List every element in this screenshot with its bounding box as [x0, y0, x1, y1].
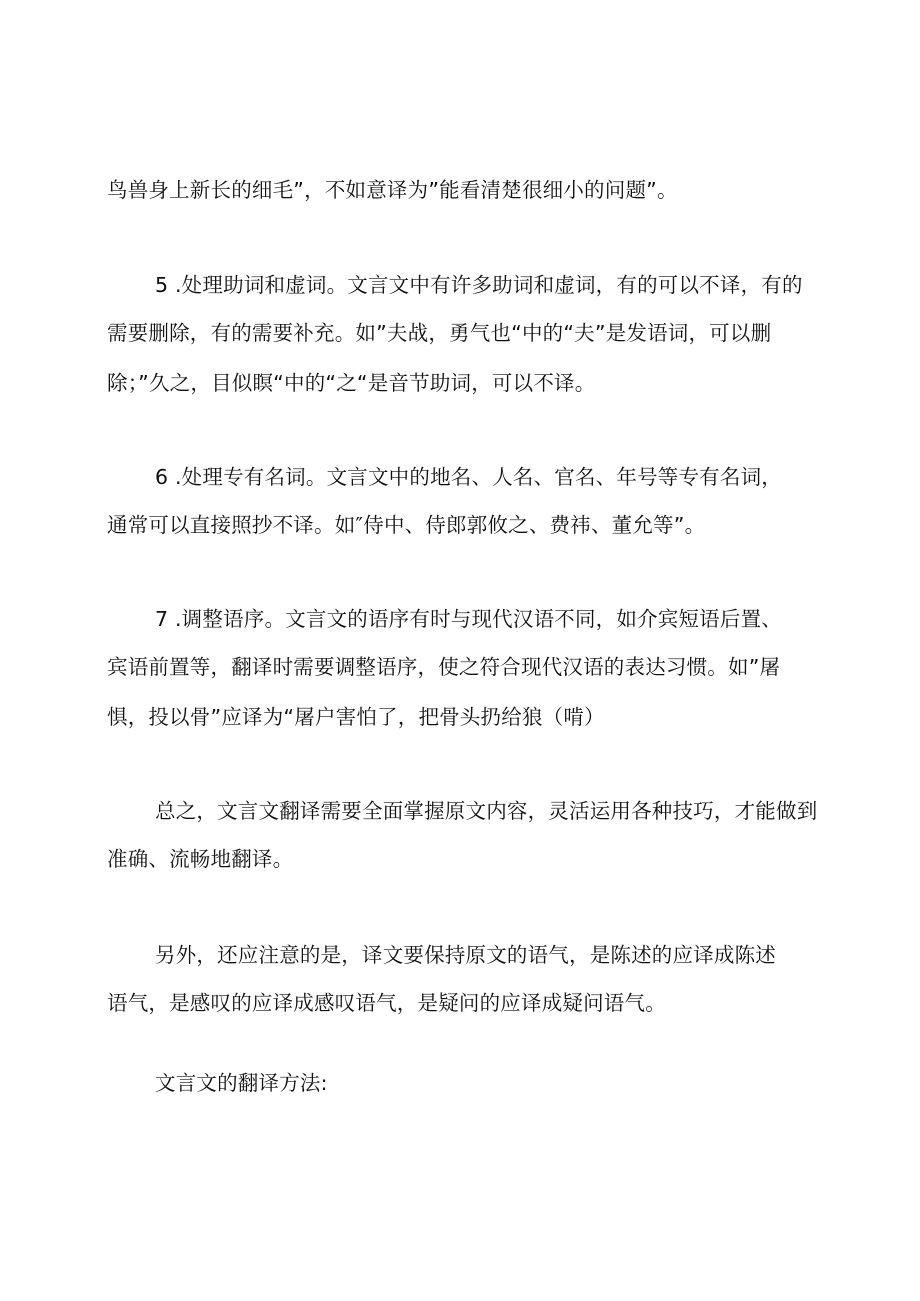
text-line-summary-end: 准确、流畅地翻译。 [107, 847, 294, 871]
text-line-item-7-heading: 7 .调整语序。文言文的语序有时与现代汉语不同，如介宾短语后置、 [155, 607, 782, 631]
text-line-item-7-body: 宾语前置等，翻译时需要调整语序，使之符合现代汉语的表达习惯。如”屠 [107, 655, 781, 679]
text-line-tone-note-end: 语气，是感叹的应译成感叹语气，是疑问的应译成疑问语气。 [107, 991, 666, 1015]
text-line-item-7-end: 惧，投以骨”应译为“屠户害怕了，把骨头扔给狼（啃） [107, 705, 605, 729]
text-line-item-5-body: 需要删除，有的需要补充。如”夫战，勇气也“中的“夫”是发语词，可以删 [107, 321, 772, 345]
text-line-item-6-body: 通常可以直接照抄不译。如″侍中、侍郎郭攸之、费祎、董允等”。 [107, 513, 706, 537]
text-line-summary: 总之，文言文翻译需要全面掌握原文内容，灵活运用各种技巧，才能做到 [155, 799, 818, 823]
section-heading-methods: 文言文的翻译方法: [155, 1071, 328, 1095]
text-line-meaning-example: 鸟兽身上新长的细毛”，不如意译为”能看清楚很细小的问题”。 [107, 178, 678, 202]
text-line-item-5-heading: 5 .处理助词和虚词。文言文中有许多助词和虚词，有的可以不译，有的 [155, 273, 803, 297]
text-line-tone-note: 另外，还应注意的是，译文要保持原文的语气，是陈述的应译成陈述 [155, 943, 776, 967]
text-line-item-5-end: 除；”久之，目似瞑“中的“之“是音节助词，可以不译。 [107, 371, 596, 395]
text-line-item-6-heading: 6 .处理专有名词。文言文中的地名、人名、官名、年号等专有名词， [155, 465, 782, 489]
